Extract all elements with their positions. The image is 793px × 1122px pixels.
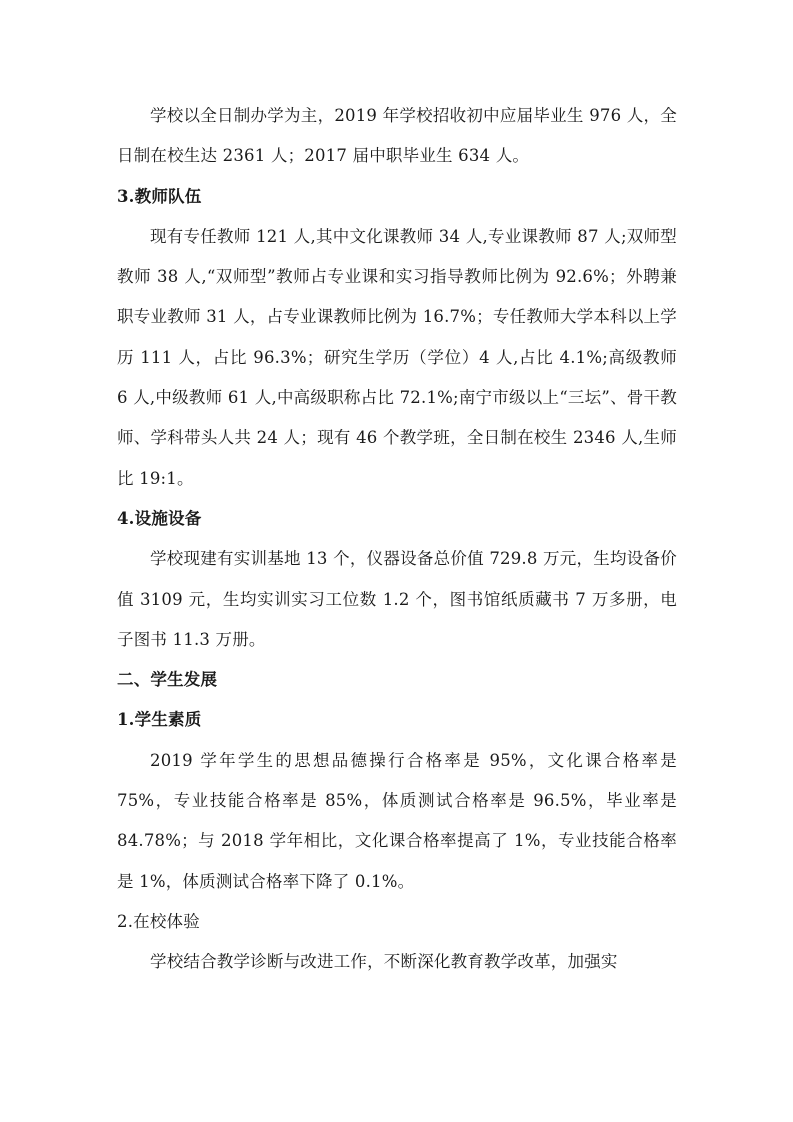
heading-facilities: 4.设施设备 — [117, 508, 202, 528]
paragraph-facilities: 学校现建有实训基地 13 个，仪器设备总价值 729.8 万元，生均设备价值 3109 元，生均实训实习工位数 1.2 个，图书馆纸质藏书 7 万多册，电子图书 11.3 万册。 — [117, 549, 677, 649]
paragraph-student-quality: 2019 学年学生的思想品德操行合格率是 95%，文化课合格率是 75%，专业技能合格率是 85%，体质测试合格率是 96.5%，毕业率是 84.78%；与 2018 学年相比，文化课合格率提高了 1%，专业技能合格率是 1%，体质测试合格率下降了 0.1%。 — [117, 750, 677, 891]
paragraph-enrollment: 学校以全日制办学为主，2019 年学校招收初中应届毕业生 976 人，全日制在校生达 2361 人；2017 届中职毕业生 634 人。 — [117, 106, 677, 166]
paragraph-teachers: 现有专任教师 121 人,其中文化课教师 34 人,专业课教师 87 人;双师型教师 38 人,“双师型”教师占专业课和实习指导教师比例为 92.6%；外聘兼职专业教师 31 人，占专业课教师比例为 16.7%；专任教师大学本科以上学历 111 人，占比 96.3%；研究生学历（学位）4 人,占比 4.1%;高级教师 6 人,中级教师 61 人,中高级职称占比 72.1%;南宁市级以上“三坛”、骨干教师、学科带头人共 24 人；现有 46 个教学班，全日制在校生 2346 人,生师比 19:1。 — [117, 226, 677, 488]
heading-teachers: 3.教师队伍 — [117, 186, 202, 206]
heading-school-experience: 2.在校体验 — [117, 911, 200, 931]
heading-student-development: 二、学生发展 — [117, 670, 218, 690]
heading-student-quality: 1.学生素质 — [117, 710, 202, 730]
paragraph-school-experience: 学校结合教学诊断与改进工作，不断深化教育教学改革，加强实 — [150, 952, 618, 972]
document-body — [117, 96, 677, 983]
